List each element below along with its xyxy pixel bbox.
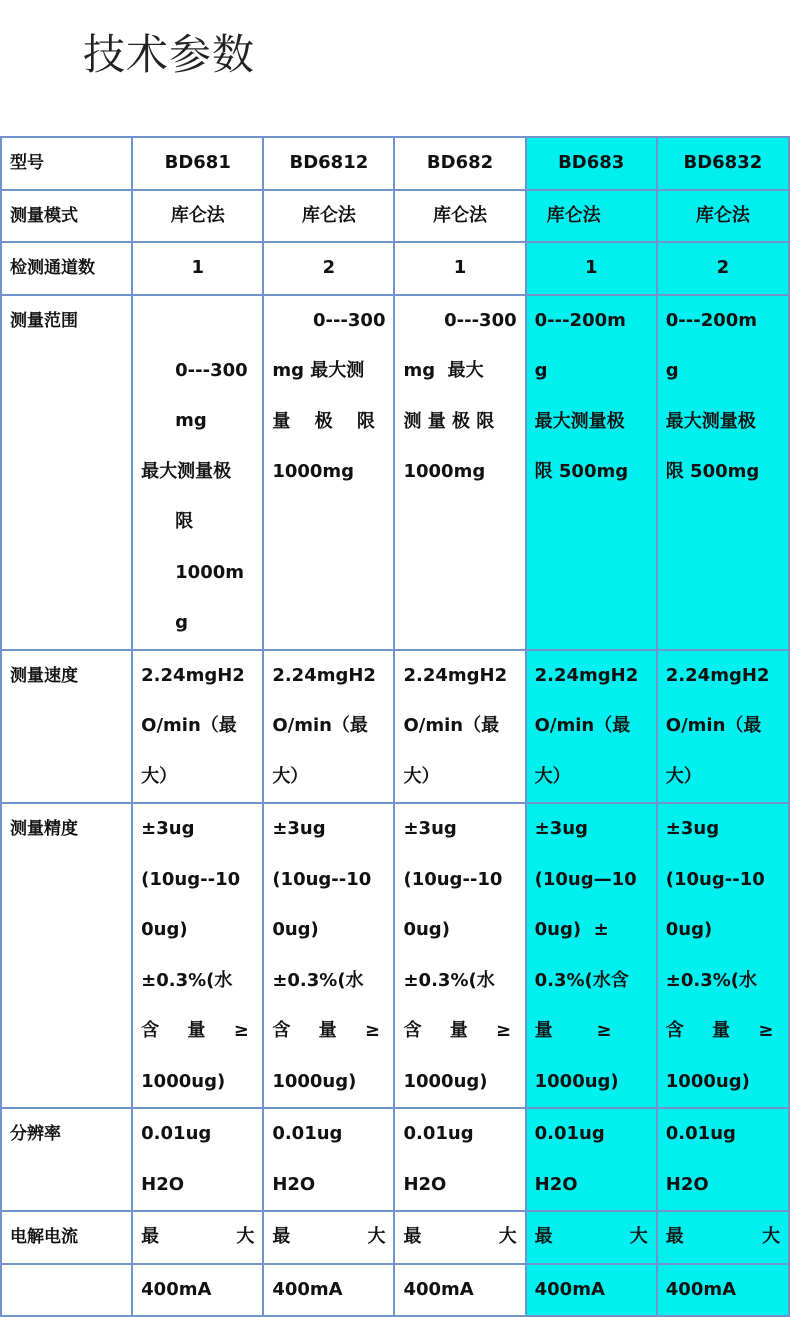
table-row-precision bbox=[1, 803, 789, 1108]
cell-line: mg 最大测 bbox=[272, 360, 365, 381]
row-label-precision: 测量精度 bbox=[1, 803, 132, 1108]
table-cell: 库仑法 bbox=[394, 190, 525, 243]
cell-line: ±3ug bbox=[272, 818, 326, 839]
table-cell bbox=[132, 295, 263, 650]
cell-word: 最 bbox=[272, 1226, 291, 1247]
table-cell bbox=[526, 1211, 657, 1264]
cell-line: 1000ug) bbox=[141, 1070, 226, 1092]
row-label-speed: 测量速度 bbox=[1, 650, 132, 804]
cell-line: 大） bbox=[272, 765, 309, 787]
cell-line: H2O bbox=[534, 1173, 578, 1195]
cell-line: g bbox=[175, 612, 189, 633]
table-row-current-value bbox=[1, 1264, 789, 1317]
table-cell: 1 bbox=[526, 242, 657, 295]
cell-line: 0---200m bbox=[665, 309, 758, 331]
cell-line: 最大测量极 bbox=[141, 460, 232, 482]
cell-line: 0.3%(水含 bbox=[534, 969, 629, 991]
table-cell bbox=[657, 295, 789, 650]
row-label-resolution: 分辨率 bbox=[1, 1108, 132, 1211]
cell-line: 0.01ug bbox=[403, 1123, 474, 1144]
cell-line: 大） bbox=[141, 765, 178, 787]
model-header: BD6832 bbox=[657, 137, 789, 190]
row-label-empty bbox=[1, 1264, 132, 1317]
cell-line: 0ug) bbox=[403, 919, 450, 940]
cell-line: 2.24mgH2 bbox=[534, 664, 639, 686]
cell-line: 0---300 bbox=[444, 309, 517, 331]
cell-line: (10ug--10 bbox=[272, 868, 372, 890]
table-cell bbox=[394, 1108, 525, 1211]
cell-word: 最 bbox=[665, 1226, 684, 1247]
cell-line: 2.24mgH2 bbox=[403, 664, 508, 686]
cell-line: 大） bbox=[403, 765, 440, 787]
table-cell: 1 bbox=[394, 242, 525, 295]
spec-table bbox=[0, 136, 790, 1317]
cell-line: 含 量 ≥ bbox=[403, 1020, 512, 1041]
table-cell bbox=[526, 1108, 657, 1211]
cell-line: mg 最大 bbox=[403, 360, 484, 381]
cell-line: 0ug) bbox=[665, 919, 713, 940]
cell-line: 2.24mgH2 bbox=[272, 664, 376, 686]
cell-line: g bbox=[534, 360, 548, 381]
cell-line: 含 量 ≥ bbox=[272, 1020, 380, 1041]
table-cell bbox=[263, 1211, 394, 1264]
table-cell: 400mA bbox=[394, 1264, 525, 1317]
cell-line: 1000mg bbox=[272, 461, 355, 482]
cell-word: 最 bbox=[534, 1226, 553, 1247]
table-cell bbox=[657, 803, 789, 1108]
cell-line: 0ug) bbox=[272, 919, 319, 940]
table-cell bbox=[263, 1108, 394, 1211]
table-cell: 2 bbox=[263, 242, 394, 295]
table-cell bbox=[394, 803, 525, 1108]
cell-line: mg bbox=[175, 410, 207, 431]
cell-word: 大 bbox=[762, 1226, 780, 1247]
model-header: BD681 bbox=[132, 137, 263, 190]
table-cell bbox=[526, 295, 657, 650]
table-cell: 库仑法 bbox=[263, 190, 394, 243]
cell-line: O/min（最 bbox=[403, 715, 500, 736]
cell-line: H2O bbox=[665, 1173, 709, 1195]
cell-line: 0.01ug bbox=[272, 1123, 343, 1144]
cell-word: 大 bbox=[367, 1226, 386, 1247]
cell-line: 0ug) bbox=[141, 919, 188, 940]
cell-line: 含 量 ≥ bbox=[141, 1020, 249, 1041]
cell-line: ±3ug bbox=[665, 818, 720, 839]
cell-line: 限 bbox=[175, 511, 194, 532]
cell-line: 0.01ug bbox=[534, 1123, 605, 1144]
table-cell: 1 bbox=[132, 242, 263, 295]
table-row-mode bbox=[1, 190, 789, 243]
table-row-range bbox=[1, 295, 789, 650]
table-cell bbox=[657, 650, 789, 804]
table-cell bbox=[132, 803, 263, 1108]
cell-line: (10ug--10 bbox=[665, 868, 765, 890]
cell-line: 0---300 bbox=[312, 309, 386, 331]
cell-line: ±0.3%(水 bbox=[272, 969, 364, 991]
model-header: BD6812 bbox=[263, 137, 394, 190]
table-cell bbox=[394, 1211, 525, 1264]
table-cell: 2 bbox=[657, 242, 789, 295]
table-cell bbox=[657, 1211, 789, 1264]
cell-line: 0ug) ± bbox=[534, 919, 609, 940]
table-cell bbox=[132, 1211, 263, 1264]
cell-line: 限 500mg bbox=[665, 461, 760, 482]
cell-line: ±3ug bbox=[403, 818, 457, 839]
cell-word: 最 bbox=[403, 1226, 422, 1247]
table-cell: 400mA bbox=[526, 1264, 657, 1317]
table-cell: 400mA bbox=[132, 1264, 263, 1317]
cell-line: 含 量 ≥ bbox=[665, 1020, 774, 1041]
cell-line: 0.01ug bbox=[665, 1123, 736, 1144]
table-cell: 库仑法 bbox=[657, 190, 789, 243]
table-row-speed bbox=[1, 650, 789, 804]
page-title: 技术参数 bbox=[83, 30, 256, 79]
cell-line: g bbox=[665, 360, 679, 381]
table-cell bbox=[526, 650, 657, 804]
cell-line: ±0.3%(水 bbox=[665, 969, 758, 991]
table-cell bbox=[132, 1108, 263, 1211]
row-label-channels: 检测通道数 bbox=[1, 242, 132, 295]
cell-line: 测 量 极 限 bbox=[403, 410, 495, 432]
table-row-channels bbox=[1, 242, 789, 295]
cell-line: ±3ug bbox=[534, 818, 588, 839]
cell-line: 0---200m bbox=[534, 309, 626, 331]
table-cell: 库仑法 bbox=[132, 190, 263, 243]
cell-word: 大 bbox=[498, 1226, 517, 1247]
table-cell bbox=[263, 803, 394, 1108]
cell-line: 量 极 限 bbox=[272, 410, 375, 432]
table-cell bbox=[657, 1108, 789, 1211]
cell-line: 最大测量极 bbox=[534, 410, 625, 432]
table-row-current bbox=[1, 1211, 789, 1264]
cell-line: 1000mg bbox=[403, 461, 486, 482]
table-cell: 400mA bbox=[657, 1264, 789, 1317]
model-header: BD683 bbox=[526, 137, 657, 190]
cell-line: H2O bbox=[272, 1173, 316, 1195]
row-label-mode: 测量模式 bbox=[1, 190, 132, 243]
cell-line: 大） bbox=[665, 765, 702, 787]
table-cell: 400mA bbox=[263, 1264, 394, 1317]
cell-line: O/min（最 bbox=[665, 715, 762, 736]
cell-line: 1000ug) bbox=[665, 1070, 750, 1092]
cell-line: 1000m bbox=[175, 561, 245, 583]
table-cell: 库仑法 bbox=[526, 190, 657, 243]
cell-line: 2.24mgH2 bbox=[141, 664, 245, 686]
cell-line: O/min（最 bbox=[534, 715, 631, 736]
model-header: BD682 bbox=[394, 137, 525, 190]
table-cell bbox=[394, 650, 525, 804]
cell-line: 量 ≥ bbox=[534, 1020, 612, 1041]
row-label-model: 型号 bbox=[1, 137, 132, 190]
cell-word: 最 bbox=[141, 1226, 160, 1247]
cell-line: 限 500mg bbox=[534, 461, 629, 482]
table-row-resolution bbox=[1, 1108, 789, 1211]
table-row-model bbox=[1, 137, 789, 190]
cell-word: 大 bbox=[236, 1226, 255, 1247]
table-cell bbox=[263, 295, 394, 650]
cell-line: (10ug--10 bbox=[403, 868, 503, 890]
table-cell bbox=[526, 803, 657, 1108]
cell-line: O/min（最 bbox=[272, 715, 368, 736]
cell-line: 大） bbox=[534, 765, 571, 787]
cell-line: 2.24mgH2 bbox=[665, 664, 770, 686]
cell-line: 1000ug) bbox=[272, 1070, 357, 1092]
cell-line: ±0.3%(水 bbox=[141, 969, 233, 991]
cell-line: (10ug—10 bbox=[534, 868, 637, 890]
row-label-current: 电解电流 bbox=[1, 1211, 132, 1264]
cell-line: (10ug--10 bbox=[141, 868, 241, 890]
cell-word: 大 bbox=[629, 1226, 648, 1247]
table-cell bbox=[132, 650, 263, 804]
cell-line: O/min（最 bbox=[141, 715, 237, 736]
cell-line: 0.01ug bbox=[141, 1123, 212, 1144]
cell-line: H2O bbox=[403, 1173, 447, 1195]
cell-line: ±0.3%(水 bbox=[403, 969, 495, 991]
row-label-range: 测量范围 bbox=[1, 295, 132, 650]
table-cell bbox=[263, 650, 394, 804]
table-cell bbox=[394, 295, 525, 650]
cell-line: H2O bbox=[141, 1173, 185, 1195]
cell-line: 1000ug) bbox=[403, 1070, 488, 1092]
cell-line: ±3ug bbox=[141, 818, 195, 839]
cell-line: 最大测量极 bbox=[665, 410, 756, 432]
cell-line: 1000ug) bbox=[534, 1070, 619, 1092]
cell-line: 0---300 bbox=[175, 359, 248, 381]
